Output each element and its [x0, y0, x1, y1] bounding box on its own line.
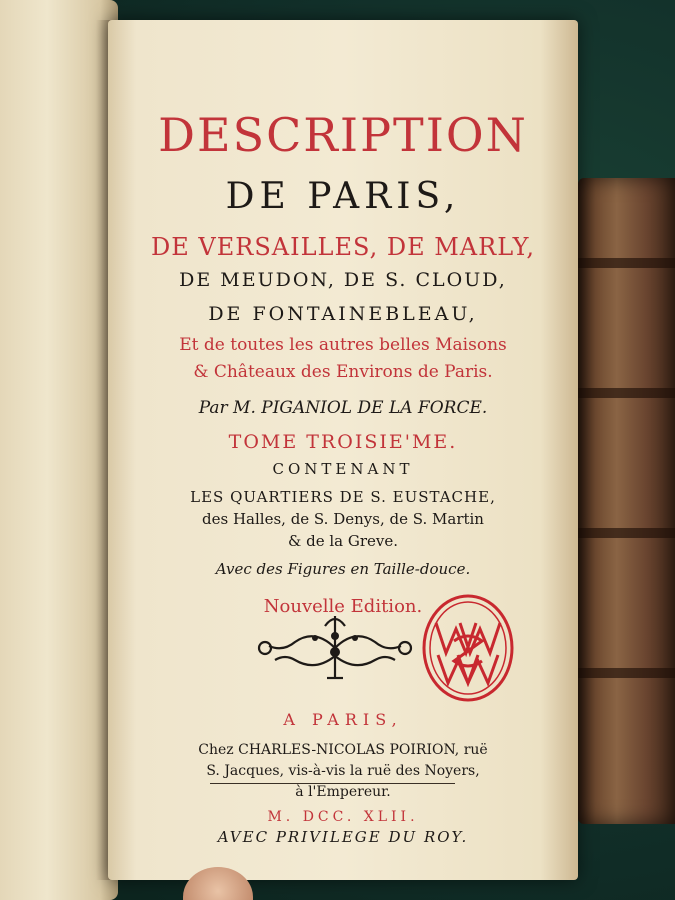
printer-line-1: Chez CHARLES-NICOLAS POIRION, ruë: [198, 742, 488, 758]
title-line-4: DE MEUDON, DE S. CLOUD,: [179, 269, 507, 291]
year-line: M. DCC. XLII.: [267, 809, 419, 825]
contenant-line: CONTENANT: [272, 460, 414, 478]
title-page: [108, 20, 578, 880]
title-line-5: DE FONTAINEBLEAU,: [208, 303, 478, 325]
spine-band: [578, 528, 675, 538]
spine-band: [578, 258, 675, 268]
figures-line: Avec des Figures en Taille-douce.: [215, 560, 471, 578]
library-stamp-icon: [420, 593, 516, 703]
title-line-2: DE PARIS,: [225, 176, 461, 217]
printer-line-2: S. Jacques, vis-à-vis la ruë des Noyers,: [206, 763, 480, 779]
spine-band: [578, 668, 675, 678]
privilege-line: AVEC PRIVILEGE DU ROY.: [217, 828, 469, 846]
quartiers-line-3: & de la Greve.: [287, 532, 399, 550]
adjacent-book-spine: [578, 178, 675, 824]
spine-band: [578, 388, 675, 398]
title-line-3: DE VERSAILLES, DE MARLY,: [151, 233, 535, 261]
quartiers-line-1: LES QUARTIERS DE S. EUSTACHE,: [190, 488, 496, 506]
city-line: A PARIS,: [283, 710, 403, 729]
edition-line: Nouvelle Edition.: [263, 596, 423, 617]
printer-line-3: à l'Empereur.: [295, 784, 391, 800]
author-line: Par M. PIGANIOL DE LA FORCE.: [198, 398, 488, 418]
rule-line: [210, 783, 455, 784]
fleuron-ornament-icon: [255, 608, 415, 686]
tome-line: TOME TROISIE'ME.: [228, 431, 458, 453]
title: DESCRIPTION: [158, 108, 528, 162]
title-line-7: & Châteaux des Environs de Paris.: [193, 362, 493, 382]
title-line-6: Et de toutes les autres belles Maisons: [179, 335, 507, 355]
quartiers-line-2: des Halles, de S. Denys, de S. Martin: [202, 510, 484, 528]
